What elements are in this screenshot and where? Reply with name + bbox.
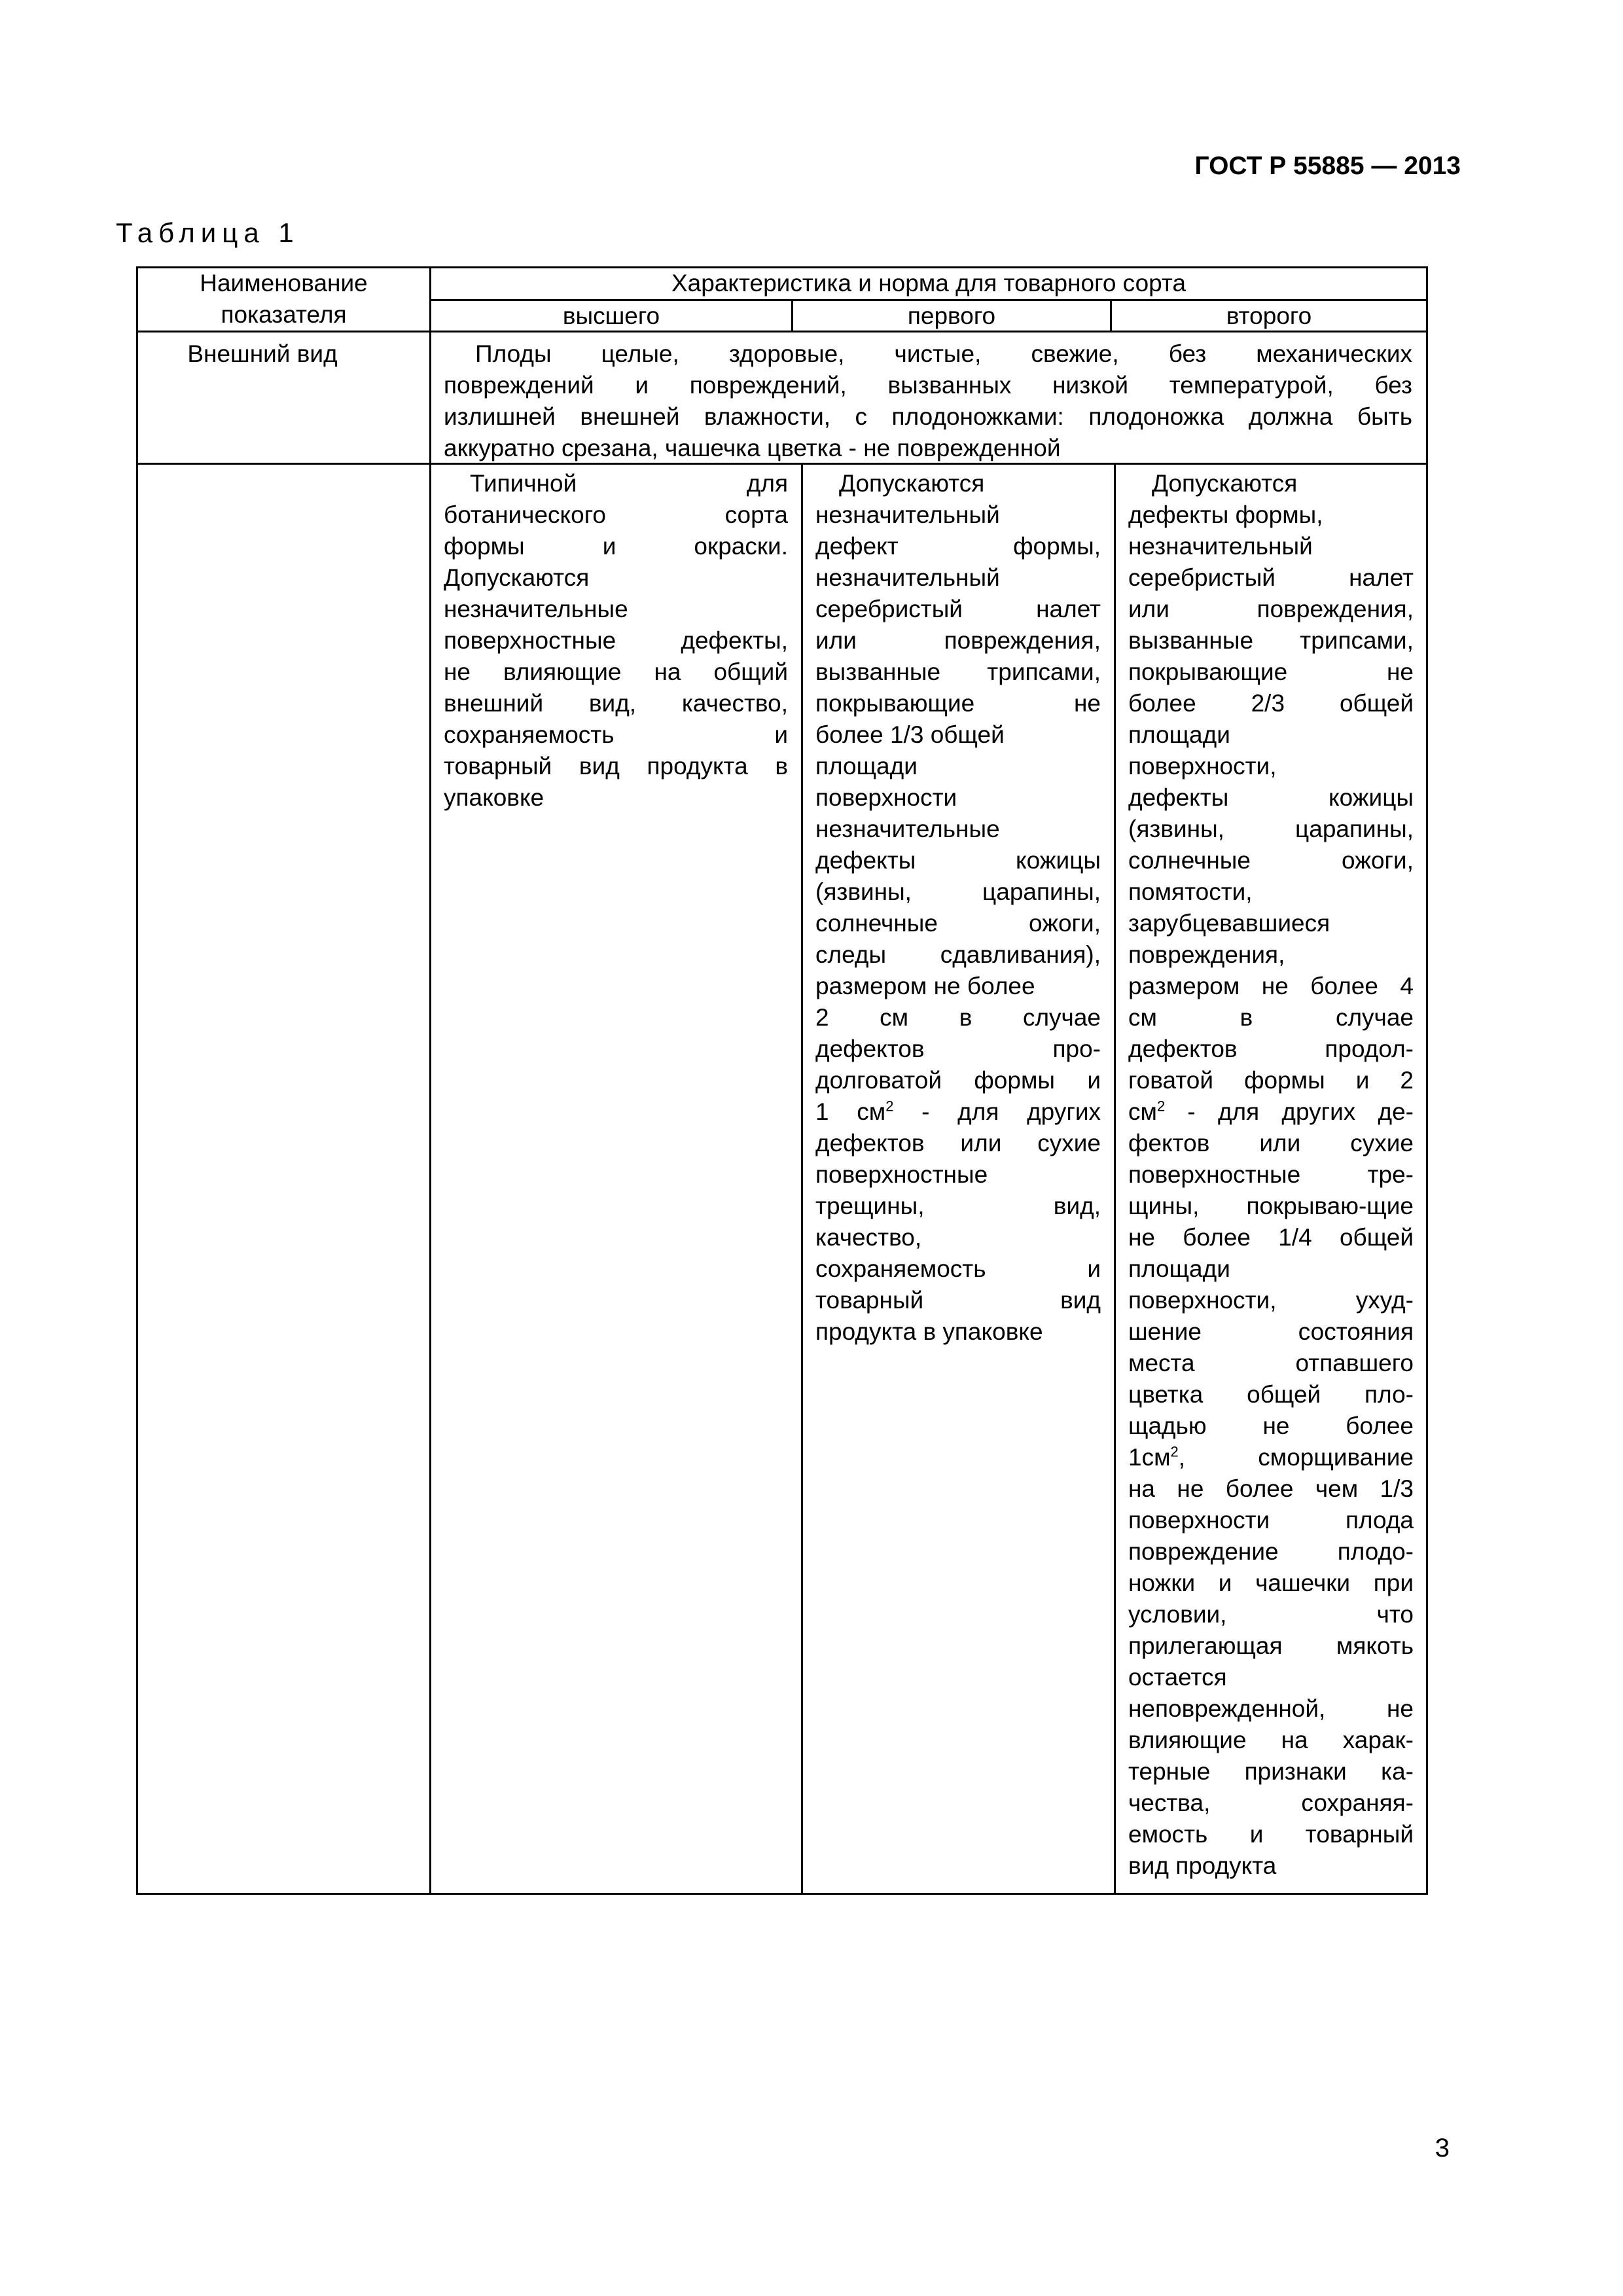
table-line-col3 (1114, 463, 1116, 1895)
row-indicator-appearance: Внешний вид (187, 340, 338, 367)
table-border-bottom (136, 1893, 1428, 1895)
table-border-right (1426, 266, 1428, 1895)
page-number: 3 (1435, 2134, 1450, 2162)
row2-top-grade: Типичной для ботанического сорта формы и окраски. Допускаются незначительные поверхностные дефекты, не влияющие на общий внешний вид, качество, сохраняемость и товарный вид продукта в упаковке (444, 470, 788, 811)
standard-number: ГОСТ Р 55885 — 2013 (1194, 152, 1461, 180)
header-grade-second: второго (1226, 302, 1312, 329)
header-indicator: Наименование показателя (200, 270, 368, 328)
header-grade-top: высшего (562, 302, 660, 329)
row2-first-grade: Допускаются незначительный дефект формы, незначительный серебристый налет или повреждения, вызванные трипсами, покрывающие не более 1/3 общей площади поверхности незначительные дефекты кожицы (язвины, царапины, солнечные ожоги, следы сдавливания), размером не более 2 см в случае дефектов про- долговатой формы и 1 $см^2$ - для других дефектов или сухие поверхностные трещины, вид, качество, сохраняемость и товарный вид продукта в упаковке (815, 470, 1101, 1345)
table-line-col1 (429, 266, 431, 1895)
header-characteristic: Характеристика и норма для товарного сорта (671, 270, 1186, 296)
row1-common-requirement: Плоды целые, здоровые, чистые, свежие, без механических повреждений и повреждений, вызванных низкой температурой, без излишней внешней влажности, с плодоножками: плодоножка должна быть аккуратно срезана, чашечка цветка - не поврежденной (444, 340, 1412, 461)
header-grade-first: первого (907, 302, 996, 329)
row2-second-grade: Допускаются дефекты формы, незначительный серебристый налет или повреждения, вызванные трипсами, покрывающие не более 2/3 общей площади поверхности, дефекты кожицы (язвины, царапины, солнечные ожоги, помятости, зарубцевавшиеся повреждения, размером не более 4 см в случае дефектов продол- говатой формы и 2 $см^2$ - для других де- фектов или сухие поверхностные тре- щины, покрываю-щие не более 1/4 общей площади поверхности, ухуд- шение состояния места отпавшего цветка общей пло- щадью не более $1см^2$, сморщивание на не более чем 1/3 поверхности плода повреждение плодо- ножки и чашечки при условии, что прилегающая мякоть остается неповрежденной, не влияющие на харак- терные признаки ка- чества, сохраняя- емость и товарный вид продукта (1128, 470, 1414, 1879)
table-line-col2 (801, 463, 803, 1895)
table-border-left (136, 266, 138, 1895)
specification-table (136, 266, 1428, 1895)
table-caption: Таблица 1 (116, 217, 300, 248)
